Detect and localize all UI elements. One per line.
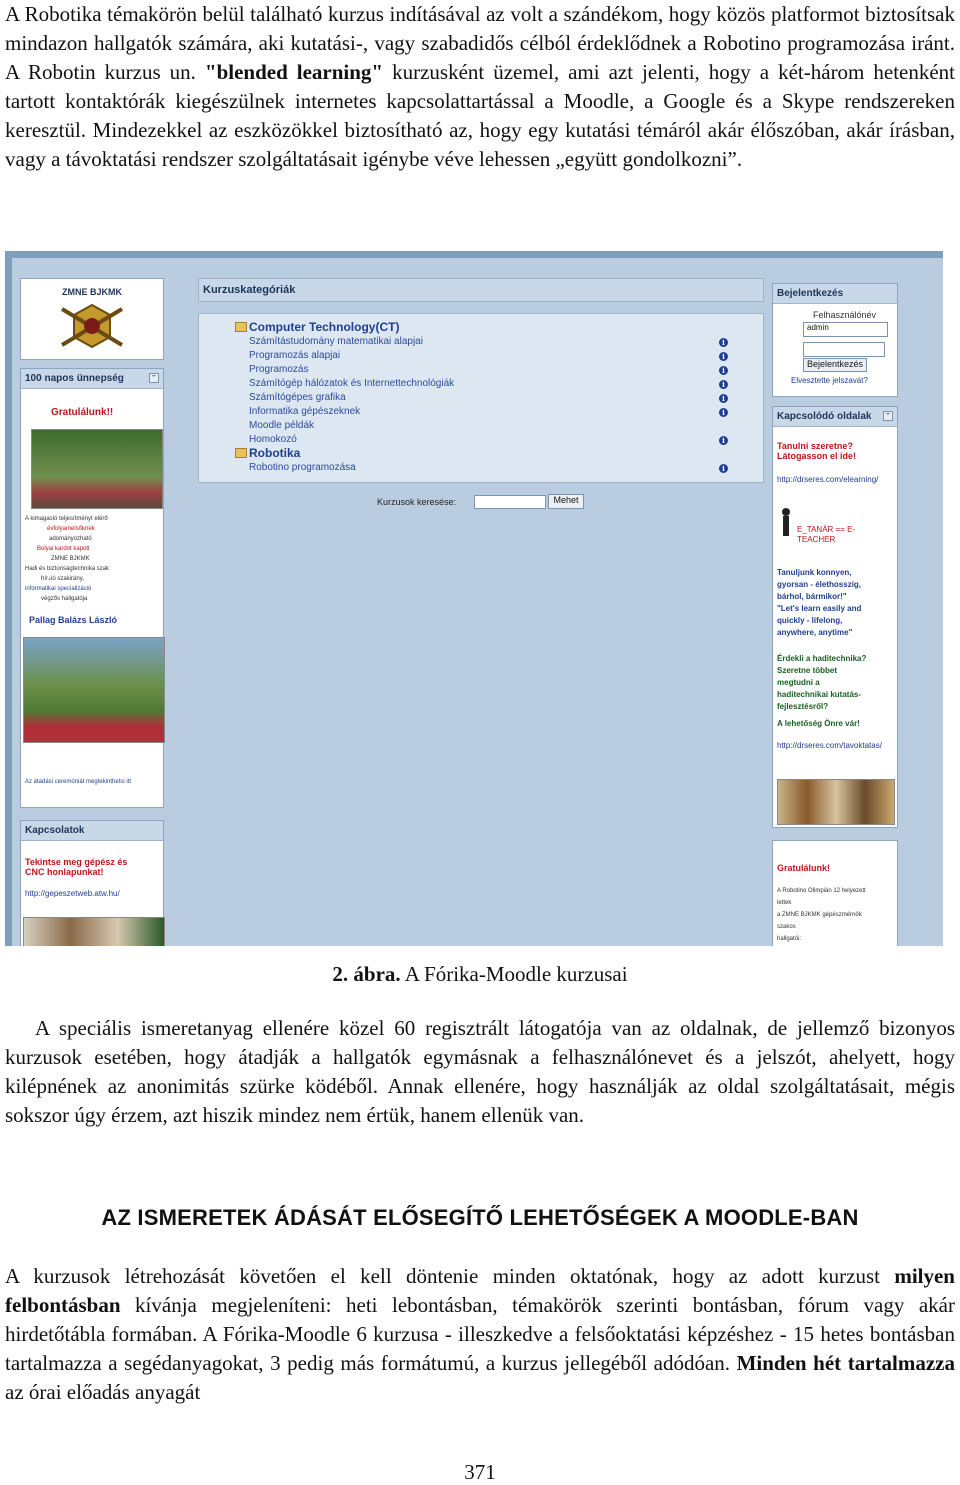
figure-caption [0,960,960,988]
slogan-line: bárhol, bármikor!" [777,592,847,601]
hadi-line: megtudni a [777,678,820,687]
slogan-line: anywhere, anytime" [777,628,853,637]
gepeszet-link[interactable]: http://gepeszetweb.atw.hu/ [25,889,120,898]
course-categories-header [198,278,764,302]
body-paragraph-2 [5,1262,955,1407]
page-number: 371 [464,1460,496,1484]
congrats-line: a ZMNE BJKMK gépészmérnök [777,912,862,918]
course-link[interactable]: Számítástudomány matematikai alapjai [249,336,423,347]
folder-icon [235,322,247,332]
moodle-screenshot [5,251,943,946]
username-label: Felhasználónév [813,310,877,320]
military-emblem-icon [52,301,132,351]
course-link[interactable]: Számítógépes grafika [249,392,346,403]
logo-block [20,278,164,360]
info-icon[interactable]: i [719,366,728,375]
event-line: Bolyai kardot kapott [37,546,90,552]
related-sites-title: Kapcsolódó oldalak [777,411,872,422]
hadi-line: Szeretne többet [777,666,838,675]
slogan-line: "Let's learn easily and [777,604,862,613]
collapse-icon[interactable]: – [149,373,159,383]
category-robotika[interactable]: Robotika [249,446,301,460]
event-line: Hadi és biztonságtechnika szak [25,566,110,572]
figure-number: 2. ábra. [332,962,401,986]
slogan [777,567,861,639]
hadi-line: Érdekli a haditechnika? [777,654,867,663]
blended-learning-term: "blended learning" [204,60,384,84]
contacts-block [20,820,164,946]
category-computer-technology[interactable]: Computer Technology(CT) [249,320,400,334]
promo-text: Látogasson el ide! [777,451,857,461]
event-line: végzős hallgatója [41,596,88,602]
username-field[interactable]: admin [803,322,888,337]
logo-text: ZMNE BJKMK [62,287,122,297]
forgot-password-link[interactable]: Elvesztette jelszavát? [791,376,868,385]
course-link[interactable]: Moodle példák [249,420,315,431]
teacher-figure-icon [779,507,793,537]
intro-line: érdeklődnek a Robotino programozása iránt. A Robotin kurzus un. [5,31,956,84]
course-link[interactable]: Homokozó [249,434,297,445]
event-greeting: Gratulálunk!! [51,407,114,418]
congrats-text [777,885,866,945]
bold-run: milyen felbontásban [5,1264,955,1317]
event-line: évfolyamelsőknek [47,526,95,532]
related-sites-block [772,406,898,828]
login-button[interactable]: Bejelentkezés [803,358,867,372]
contacts-block-header [21,821,163,841]
contacts-block-title: Kapcsolatok [25,825,85,836]
body-paragraph: A speciális ismeretanyag ellenére közel 60 regisztrált látogatója van az oldalnak, de jellemző bizonyos kurzusok esetében, hogy átadják a hallgatók egymásnak a felhasználónevet és a jelszót, ahelyett, hogy kilépnének az anonimitás szürke ködéből. Annak ellenére, hogy használják az oldal szolgáltatásait, mégis sokszor úgy érzem, azt hiszik mindez nem értük, hanem ellenük van. [5,1016,955,1127]
intro-paragraph [5,0,955,174]
event-block [20,368,164,808]
folder-icon [235,448,247,458]
course-category-list [198,313,764,483]
congrats-block [772,840,898,946]
event-line: hírادó szakirány, [41,576,84,582]
contacts-text: Tekintse meg gépész és [25,857,128,867]
intro-line: kiegészülnek internetes kapcsolattartással a Moodle, a Google és a Skype rendszereken [175,89,955,113]
intro-line: A Robotika témakörön belül található kurzus indításával az volt a szándékom, hogy közös [5,2,766,26]
intro-line: kurzusként üzemel, ami azt jelenti, hogy a két-három hetenként tartott kontaktórák [5,60,956,113]
collapse-icon[interactable]: – [883,411,893,421]
soldiers-graphic [777,779,895,825]
course-categories-title: Kurzuskategóriák [203,284,296,296]
elearning-link[interactable]: http://drseres.com/elearning/ [777,475,879,484]
event-description [25,514,159,604]
graduates-photo [31,429,163,509]
workshop-photo [23,917,165,946]
slogan-line: quickly - lifelong, [777,616,843,625]
info-icon[interactable]: i [719,408,728,417]
intro-line: élőszóban, akár írásban, vagy a távoktatási rendszer szolgáltatásait igénybe véve lehessen [5,118,955,171]
event-line: informatikai specializáció [25,586,92,592]
course-link[interactable]: Programozás alapjai [249,350,341,361]
hadi-line: fejlesztésről? [777,702,829,711]
login-block-title: Bejelentkezés [777,288,844,299]
info-icon[interactable]: i [719,436,728,445]
course-link[interactable]: Számítógép hálózatok és Internettechnológiák [249,378,455,389]
password-field[interactable] [803,342,885,357]
award-ceremony-photo [23,637,165,743]
opportunity-text: A lehetőség Önre vár! [777,719,860,728]
intro-line: „együtt gondolkozni”. [555,147,743,171]
text-run: A kurzusok létrehozását követően el kell döntenie minden oktatónak, hogy az adott kurzust [5,1264,895,1288]
figure-title: A Fórika-Moodle kurzusai [400,962,628,986]
course-link[interactable]: Informatika gépészeknek [249,406,361,417]
congrats-line: A Robotino Olimpián 12 helyezett [777,888,866,894]
congrats-line: lettek [777,900,792,906]
contacts-text: CNC honlapunkat! [25,867,104,877]
text-run: az órai előadás anyagát [5,1380,201,1404]
event-line: A kimagasló teljesítményt elérő [25,516,108,522]
promo-text: Tanulni szeretne? [777,441,853,451]
event-block-title: 100 napos ünnepség [25,373,124,384]
event-line: adományozható [49,536,92,542]
related-sites-header [773,407,897,427]
tavoktatas-link[interactable]: http://drseres.com/tavoktatas/ [777,741,882,750]
hadi-line: haditechnikai kutatás- [777,690,862,699]
event-block-header [21,369,163,389]
congrats-line: hallgatói: [777,936,802,942]
course-link[interactable]: Robotino programozása [249,462,356,473]
congrats-title: Gratulálunk! [777,863,831,873]
search-go-button[interactable]: Mehet [548,494,584,509]
info-icon[interactable]: i [719,338,728,347]
student-name: Pallag Balázs László [29,615,118,625]
intro-line: platformot biztosítsak mindazon hallgatók számára, aki kutatási-, vagy szabadidős célból [5,2,956,55]
event-line: ZMNE BJKMK [51,556,90,562]
course-search-label: Kurzusok keresése: [377,497,457,507]
info-icon[interactable]: i [719,394,728,403]
info-icon[interactable]: i [719,464,728,473]
etanar-label: E_TANÁR == E-TEACHER [797,525,856,544]
slogan-line: Tanuljunk konnyen, [777,568,852,577]
moodle-page [12,258,943,946]
slogan-line: gyorsan - élethosszig, [777,580,862,589]
login-block [772,283,898,397]
intro-line: keresztül. Mindezekkel az eszközökkel biztosítható az, hogy egy kutatási témáról akár [5,118,744,142]
text-run: kívánja megjeleníteni: heti lebontásban, témakörök szerinti bontásban, fórum vagy akár hirdetőtábla formában. A Fórika-Moodle 6 kurzusa - illeszkedve a felsőoktatási képzéshez - 15 hetes bontásban tartalmazza a segédanyagokat, 3 pedig más formátumú, a kurzus jellegéből adódóan. [5,1293,955,1375]
hadi-promo [777,653,866,713]
course-search-input[interactable] [474,495,546,509]
info-icon[interactable]: i [719,380,728,389]
section-heading: AZ ISMERETEK ÁDÁSÁT ELŐSEGÍTŐ LEHETŐSÉGEK A MOODLE-BAN [101,1205,859,1230]
course-link[interactable]: Programozás [249,364,309,375]
bold-run: Minden hét tartalmazza [736,1351,955,1375]
login-block-header [773,284,897,304]
ceremony-link[interactable]: Az átadási ceremóniát megtekinthetsi itt [25,779,132,785]
congrats-line: szakos [777,924,796,930]
info-icon[interactable]: i [719,352,728,361]
